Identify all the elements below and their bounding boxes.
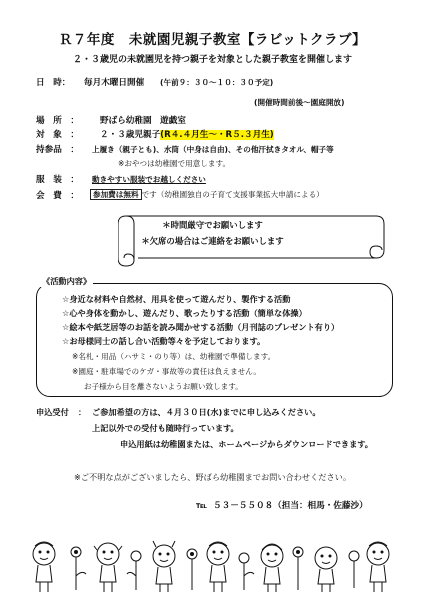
application-line-2: 上記以外での受付も随時行っています。	[92, 423, 239, 433]
contact-row	[196, 499, 368, 511]
target-range: (R４.４月生～・R５.３月生)	[160, 130, 274, 140]
fee-free-badge: 参加費は無料	[90, 189, 142, 200]
application-sep: ：	[78, 407, 87, 417]
target-label: 対 象 ：	[36, 130, 79, 140]
items-value: 上履き（親子とも)、水筒（中身は自由)、その他汗拭きタオル、帽子等	[92, 145, 334, 154]
notice-line-1: ＊時間厳守でお願いします	[162, 220, 263, 230]
notice-line-2: ＊欠席の場合はご連絡をお願いします	[141, 236, 284, 246]
fee-label: 会 費 ：	[36, 191, 79, 201]
activity-item: ☆身近な材料や自然材、用具を使って遊んだり、製作する活動	[62, 294, 291, 304]
date-label: 日 時：	[36, 78, 71, 88]
activity-note: ※園庭・駐車場でのケガ・事故等の責任は負えません。	[72, 367, 261, 376]
fee-row	[90, 189, 324, 200]
activities-heading: 《活動内容》	[42, 276, 92, 286]
date-time: (午前９：３０～１０：３０予定)	[160, 78, 274, 87]
date-note: (開催時間前後～園庭開放)	[254, 98, 345, 107]
items-note: ※おやつは幼稚園で用意します。	[118, 159, 231, 168]
date-value: 毎月木曜日開催	[84, 78, 145, 88]
activity-note: お子様から目を離さないようお願い致します。	[84, 382, 243, 391]
items-label: 持参品 ：	[36, 145, 79, 155]
activity-note: ※名札・用品（ハサミ・のり等）は、幼稚園で準備します。	[72, 352, 276, 361]
target-value-row	[100, 128, 274, 140]
inquiry-text: ※ご不明な点がございましたら、野ばら幼稚園までお問い合わせください。	[73, 472, 352, 482]
place-label: 場 所 ：	[36, 116, 79, 126]
children-flowers-illustration	[30, 536, 400, 596]
application-line-3: 申込用紙は幼稚園または、ホームページからダウンロードできます。	[120, 439, 373, 449]
activity-item: ☆絵本や紙芝居等のお話を読み聞かせする活動（月刊誌のプレゼント有り）	[62, 322, 340, 332]
activity-item: ☆心や身体を動かし、遊んだり、歌ったりする活動（簡単な体操）	[62, 308, 307, 318]
target-value: ２・３歳児親子	[100, 130, 161, 140]
tel-value: ５３－５５０８（担当：相馬・佐藤沙）	[213, 501, 368, 511]
page-title: Ｒ７年度 未就園児親子教室【ラビットクラブ】	[58, 32, 367, 48]
application-label: 申込受付	[36, 407, 69, 417]
page-subtitle: ２・３歳児の未就園児を持つ親子を対象とした親子教室を開催します	[72, 55, 352, 65]
clothing-value: 動きやすい服装でお越しください	[92, 175, 206, 184]
place-value: 野ばら幼稚園 遊戯室	[100, 116, 186, 126]
activity-item: ☆お母様同士の話し合い活動等々を予定しております。	[62, 336, 266, 346]
fee-rest: です（幼稚園独自の子育て支援事業拡大申請による）	[141, 190, 324, 199]
phone-icon: ℡	[196, 501, 208, 511]
clothing-label: 服 装 ：	[36, 175, 79, 185]
application-line-1: ご参加希望の方は、４月３０日(水)までに申し込みください。	[92, 407, 321, 417]
